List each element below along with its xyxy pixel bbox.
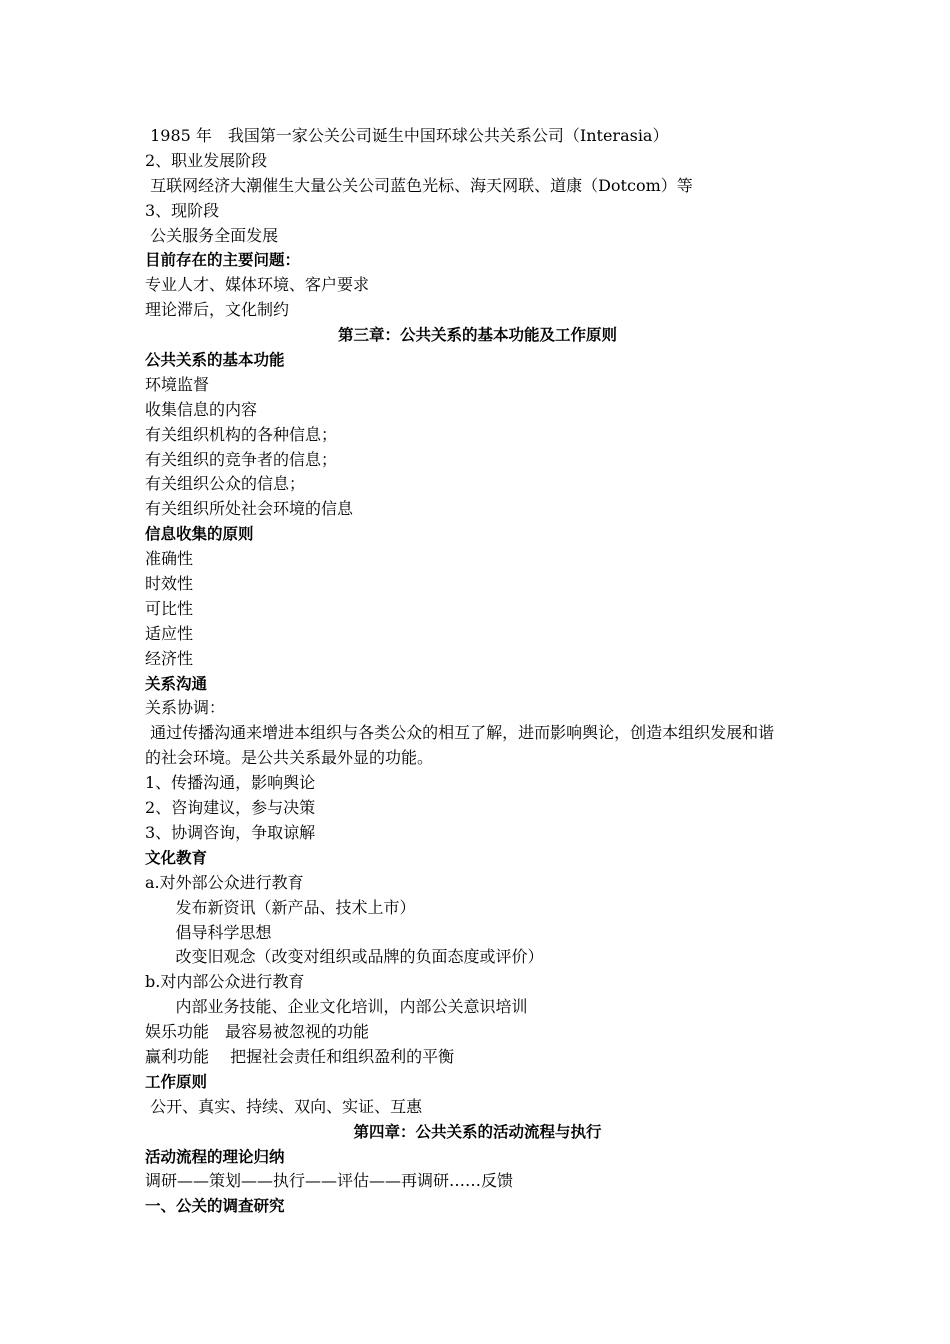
text-line: 娱乐功能 最容易被忽视的功能 [145, 1022, 370, 1042]
list-item: 适应性 [145, 623, 194, 643]
paragraph-line: 通过传播沟通来增进本组织与各类公众的相互了解，进而影响舆论，创造本组织发展和谐 [145, 723, 775, 743]
text-line: 调研——策划——执行——评估——再调研……反馈 [145, 1171, 514, 1191]
list-item: 有关组织公众的信息； [145, 474, 306, 494]
text-line: b.对内部公众进行教育 [145, 972, 305, 992]
text-line: 收集信息的内容 [145, 399, 258, 419]
document-body [145, 124, 810, 1219]
text-line: 1985 年 我国第一家公关公司诞生中国环球公共关系公司（Interasia） [145, 126, 669, 145]
indented-item: 改变旧观念（改变对组织或品牌的负面态度或评价） [145, 947, 544, 967]
list-item: 有关组织的竞争者的信息； [145, 449, 338, 469]
bold-subheading: 关系沟通 [145, 674, 208, 693]
indented-item: 内部业务技能、企业文化培训，内部公关意识培训 [145, 997, 528, 1017]
list-item: 经济性 [145, 648, 194, 668]
list-item: 2、咨询建议，参与决策 [145, 798, 316, 818]
list-item: 可比性 [145, 598, 194, 618]
text-line: 专业人才、媒体环境、客户要求 [145, 275, 370, 295]
text-line: 公开、真实、持续、双向、实证、互惠 [145, 1096, 423, 1116]
text-line: 关系协调： [145, 698, 226, 718]
bold-subheading: 目前存在的主要问题： [145, 251, 301, 270]
text-line: 环境监督 [145, 374, 210, 394]
bold-subheading: 公共关系的基本功能 [145, 351, 285, 370]
bold-subheading: 一、公关的调查研究 [145, 1197, 285, 1216]
list-item: 3、协调咨询，争取谅解 [145, 822, 316, 842]
bold-subheading: 工作原则 [145, 1072, 208, 1091]
text-line: 理论滞后，文化制约 [145, 300, 290, 320]
text-line: 公关服务全面发展 [145, 225, 279, 245]
list-item: 准确性 [145, 549, 194, 569]
chapter-heading: 第四章：公共关系的活动流程与执行 [353, 1122, 602, 1141]
text-line: 赢利功能 把握社会责任和组织盈利的平衡 [145, 1046, 455, 1066]
text-line: 互联网经济大潮催生大量公关公司蓝色光标、海天网联、道康（Dotcom）等 [145, 175, 693, 195]
chapter-heading: 第三章：公共关系的基本功能及工作原则 [337, 326, 617, 345]
bold-subheading: 文化教育 [145, 848, 208, 867]
text-line: a.对外部公众进行教育 [145, 872, 304, 892]
paragraph-line: 的社会环境。是公共关系最外显的功能。 [145, 748, 434, 768]
list-item: 有关组织机构的各种信息； [145, 424, 338, 444]
bold-subheading: 信息收集的原则 [145, 525, 254, 544]
section-number-line: 2、职业发展阶段 [145, 150, 268, 170]
bold-subheading: 活动流程的理论归纳 [145, 1147, 285, 1166]
list-item: 时效性 [145, 574, 194, 594]
list-item: 1、传播沟通，影响舆论 [145, 773, 316, 793]
list-item: 有关组织所处社会环境的信息 [145, 499, 354, 519]
section-number-line: 3、现阶段 [145, 200, 220, 220]
indented-item: 倡导科学思想 [145, 922, 272, 942]
indented-item: 发布新资讯（新产品、技术上市） [145, 897, 416, 917]
